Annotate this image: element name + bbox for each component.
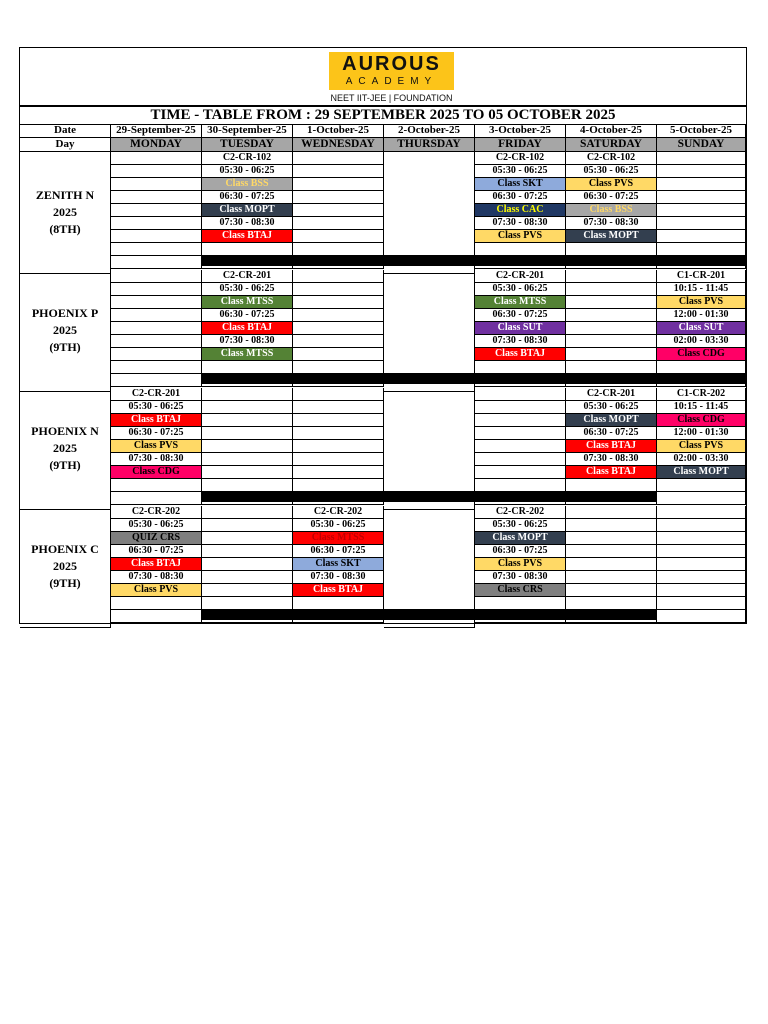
empty-cell <box>475 453 566 466</box>
empty-cell <box>566 506 657 519</box>
empty-cell <box>111 230 202 243</box>
empty-cell <box>657 191 746 204</box>
schedule-cell: Class SUT <box>475 322 566 335</box>
empty-cell <box>202 453 293 466</box>
empty-cell <box>293 401 384 414</box>
day-header: WEDNESDAY <box>293 138 384 152</box>
empty-cell <box>111 152 202 165</box>
schedule-cell: Class PVS <box>657 440 746 453</box>
schedule-cell: C2-CR-201 <box>202 270 293 283</box>
empty-cell <box>293 453 384 466</box>
empty-cell <box>111 374 202 387</box>
empty-cell <box>293 322 384 335</box>
empty-cell <box>657 217 746 230</box>
schedule-cell: 05:30 - 06:25 <box>202 283 293 296</box>
schedule-cell: C2-CR-201 <box>475 270 566 283</box>
schedule-cell: 05:30 - 06:25 <box>475 519 566 532</box>
empty-cell <box>111 322 202 335</box>
schedule-cell: 07:30 - 08:30 <box>566 453 657 466</box>
schedule-cell: 06:30 - 07:25 <box>566 427 657 440</box>
empty-cell <box>566 558 657 571</box>
empty-cell <box>293 204 384 217</box>
schedule-cell: Class PVS <box>111 440 202 453</box>
empty-cell <box>293 427 384 440</box>
schedule-cell: Class MTSS <box>293 532 384 545</box>
empty-cell <box>657 597 746 610</box>
empty-cell <box>202 440 293 453</box>
day-header: MONDAY <box>111 138 202 152</box>
empty-cell <box>202 427 293 440</box>
empty-cell <box>111 361 202 374</box>
schedule-cell: Class SKT <box>293 558 384 571</box>
empty-cell <box>475 401 566 414</box>
empty-cell <box>202 558 293 571</box>
schedule-cell: 06:30 - 07:25 <box>293 545 384 558</box>
schedule-cell: Class BTAJ <box>566 440 657 453</box>
schedule-cell: 05:30 - 06:25 <box>566 165 657 178</box>
empty-cell <box>657 492 746 505</box>
schedule-cell: 12:00 - 01:30 <box>657 427 746 440</box>
empty-cell <box>475 388 566 401</box>
empty-cell <box>657 479 746 492</box>
schedule-cell: 10:15 - 11:45 <box>657 283 746 296</box>
schedule-cell: C2-CR-102 <box>475 152 566 165</box>
schedule-cell: Class MTSS <box>202 296 293 309</box>
schedule-cell: Class CDG <box>657 414 746 427</box>
schedule-cell: Class CDG <box>111 466 202 479</box>
empty-cell <box>293 270 384 283</box>
empty-cell <box>202 388 293 401</box>
schedule-cell: Class SUT <box>657 322 746 335</box>
schedule-cell: Class BTAJ <box>111 414 202 427</box>
empty-cell <box>202 401 293 414</box>
empty-cell <box>475 466 566 479</box>
empty-cell <box>202 584 293 597</box>
empty-cell <box>293 217 384 230</box>
empty-cell <box>657 230 746 243</box>
empty-cell <box>293 152 384 165</box>
separator-bar <box>202 373 746 384</box>
schedule-cell: Class MOPT <box>566 230 657 243</box>
logo-word: AUROUS <box>342 53 441 75</box>
schedule-cell: 05:30 - 06:25 <box>111 519 202 532</box>
empty-cell <box>111 270 202 283</box>
empty-cell <box>202 545 293 558</box>
empty-cell <box>566 296 657 309</box>
day-header: THURSDAY <box>384 138 475 152</box>
date-header: 4-October-25 <box>566 124 657 138</box>
schedule-cell: C2-CR-201 <box>111 388 202 401</box>
day-header: SATURDAY <box>566 138 657 152</box>
schedule-cell: Class PVS <box>475 230 566 243</box>
schedule-cell: Class BTAJ <box>202 322 293 335</box>
batch-name: ZENITH N 2025 (8TH) <box>20 152 111 274</box>
schedule-cell: Class MOPT <box>657 466 746 479</box>
empty-cell <box>657 610 746 623</box>
schedule-cell: QUIZ CRS <box>111 532 202 545</box>
schedule-cell: Class PVS <box>566 178 657 191</box>
empty-cell <box>111 348 202 361</box>
empty-cell <box>111 610 202 623</box>
empty-cell <box>202 519 293 532</box>
date-label: Date <box>20 124 111 138</box>
schedule-cell: 12:00 - 01:30 <box>657 309 746 322</box>
empty-cell <box>657 165 746 178</box>
empty-cell <box>475 427 566 440</box>
empty-cell <box>111 191 202 204</box>
page-title: TIME - TABLE FROM : 29 SEPTEMBER 2025 TO 05 OCTOBER 2025 <box>20 105 746 125</box>
separator-bar <box>202 255 746 266</box>
schedule-cell: 02:00 - 03:30 <box>657 453 746 466</box>
empty-cell <box>566 519 657 532</box>
schedule-cell: 05:30 - 06:25 <box>202 165 293 178</box>
date-header: 2-October-25 <box>384 124 475 138</box>
logo-tagline: NEET IIT-JEE | FOUNDATION <box>330 93 453 103</box>
empty-cell <box>657 532 746 545</box>
schedule-cell: Class BSS <box>566 204 657 217</box>
date-header: 5-October-25 <box>657 124 746 138</box>
schedule-cell: 07:30 - 08:30 <box>566 217 657 230</box>
schedule-cell: 05:30 - 06:25 <box>475 165 566 178</box>
schedule-cell: 07:30 - 08:30 <box>293 571 384 584</box>
schedule-cell: Class MOPT <box>202 204 293 217</box>
empty-cell <box>111 309 202 322</box>
empty-cell <box>202 466 293 479</box>
schedule-cell: 02:00 - 03:30 <box>657 335 746 348</box>
empty-cell <box>111 283 202 296</box>
empty-cell <box>111 243 202 256</box>
schedule-cell: 07:30 - 08:30 <box>475 571 566 584</box>
empty-cell <box>566 322 657 335</box>
empty-cell <box>111 204 202 217</box>
empty-cell <box>293 191 384 204</box>
schedule-cell: Class BTAJ <box>202 230 293 243</box>
schedule-cell: 07:30 - 08:30 <box>202 217 293 230</box>
batch-name: PHOENIX P 2025 (9TH) <box>20 270 111 392</box>
empty-cell <box>293 414 384 427</box>
schedule-cell: 06:30 - 07:25 <box>475 309 566 322</box>
empty-cell <box>566 270 657 283</box>
schedule-cell: 05:30 - 06:25 <box>475 283 566 296</box>
empty-cell <box>657 519 746 532</box>
empty-cell <box>657 545 746 558</box>
timetable-sheet <box>19 47 747 624</box>
empty-cell <box>293 230 384 243</box>
empty-cell <box>566 348 657 361</box>
schedule-cell: 05:30 - 06:25 <box>111 401 202 414</box>
schedule-cell: Class PVS <box>475 558 566 571</box>
empty-cell <box>657 571 746 584</box>
schedule-cell: C2-CR-201 <box>566 388 657 401</box>
empty-cell <box>657 152 746 165</box>
empty-cell <box>657 204 746 217</box>
schedule-cell: Class MOPT <box>566 414 657 427</box>
separator-bar <box>202 491 657 502</box>
empty-cell <box>202 532 293 545</box>
schedule-cell: Class CRS <box>475 584 566 597</box>
empty-cell <box>111 335 202 348</box>
empty-cell <box>293 440 384 453</box>
empty-cell <box>202 414 293 427</box>
date-header: 29-September-25 <box>111 124 202 138</box>
empty-cell <box>657 558 746 571</box>
schedule-cell: Class CDG <box>657 348 746 361</box>
separator-bar <box>202 609 657 620</box>
schedule-cell: 06:30 - 07:25 <box>111 545 202 558</box>
day-header: FRIDAY <box>475 138 566 152</box>
schedule-cell: 07:30 - 08:30 <box>202 335 293 348</box>
empty-cell <box>566 545 657 558</box>
schedule-cell: 06:30 - 07:25 <box>475 191 566 204</box>
empty-cell <box>293 335 384 348</box>
empty-cell <box>202 571 293 584</box>
empty-cell <box>566 335 657 348</box>
empty-cell <box>293 296 384 309</box>
day-label: Day <box>20 138 111 152</box>
logo-subtitle: ACADEMY <box>345 76 438 87</box>
date-header: 1-October-25 <box>293 124 384 138</box>
batch-name: PHOENIX N 2025 (9TH) <box>20 388 111 510</box>
empty-cell <box>111 217 202 230</box>
schedule-cell: Class BTAJ <box>475 348 566 361</box>
empty-cell <box>111 296 202 309</box>
schedule-cell: C2-CR-102 <box>202 152 293 165</box>
empty-cell <box>566 532 657 545</box>
schedule-cell: 06:30 - 07:25 <box>111 427 202 440</box>
schedule-cell: Class PVS <box>111 584 202 597</box>
schedule-cell: 07:30 - 08:30 <box>111 453 202 466</box>
empty-cell <box>566 571 657 584</box>
empty-cell <box>111 256 202 269</box>
schedule-cell: C2-CR-202 <box>111 506 202 519</box>
empty-cell <box>111 165 202 178</box>
schedule-cell: Class BSS <box>202 178 293 191</box>
empty-cell <box>293 466 384 479</box>
schedule-cell: Class BTAJ <box>566 466 657 479</box>
empty-cell <box>111 492 202 505</box>
empty-cell <box>293 309 384 322</box>
schedule-cell: Class CAC <box>475 204 566 217</box>
empty-cell <box>111 597 202 610</box>
schedule-cell: Class MOPT <box>475 532 566 545</box>
schedule-cell: 07:30 - 08:30 <box>475 217 566 230</box>
schedule-cell: 05:30 - 06:25 <box>566 401 657 414</box>
schedule-cell: 06:30 - 07:25 <box>475 545 566 558</box>
empty-cell <box>111 479 202 492</box>
empty-cell <box>657 584 746 597</box>
empty-cell <box>202 506 293 519</box>
schedule-cell: C1-CR-202 <box>657 388 746 401</box>
day-header: SUNDAY <box>657 138 746 152</box>
schedule-cell: 05:30 - 06:25 <box>293 519 384 532</box>
empty-cell <box>475 440 566 453</box>
empty-cell <box>293 178 384 191</box>
schedule-cell: Class BTAJ <box>111 558 202 571</box>
schedule-cell: 06:30 - 07:25 <box>202 191 293 204</box>
schedule-cell: Class SKT <box>475 178 566 191</box>
schedule-cell: Class BTAJ <box>293 584 384 597</box>
empty-cell <box>293 283 384 296</box>
timetable-grid <box>20 48 746 623</box>
schedule-cell: 10:15 - 11:45 <box>657 401 746 414</box>
date-header: 30-September-25 <box>202 124 293 138</box>
schedule-cell: C2-CR-102 <box>566 152 657 165</box>
schedule-cell: Class PVS <box>657 296 746 309</box>
batch-name: PHOENIX C 2025 (9TH) <box>20 506 111 628</box>
schedule-cell: Class MTSS <box>202 348 293 361</box>
empty-cell <box>657 506 746 519</box>
day-header: TUESDAY <box>202 138 293 152</box>
schedule-cell: 07:30 - 08:30 <box>111 571 202 584</box>
schedule-cell: Class MTSS <box>475 296 566 309</box>
empty-cell <box>293 348 384 361</box>
empty-cell <box>293 388 384 401</box>
empty-cell <box>566 309 657 322</box>
empty-cell <box>111 178 202 191</box>
schedule-cell: C2-CR-202 <box>293 506 384 519</box>
empty-cell <box>566 283 657 296</box>
empty-cell <box>566 584 657 597</box>
empty-cell <box>657 178 746 191</box>
schedule-cell: 06:30 - 07:25 <box>202 309 293 322</box>
schedule-cell: 06:30 - 07:25 <box>566 191 657 204</box>
schedule-cell: C2-CR-202 <box>475 506 566 519</box>
schedule-cell: C1-CR-201 <box>657 270 746 283</box>
date-header: 3-October-25 <box>475 124 566 138</box>
empty-cell <box>475 414 566 427</box>
schedule-cell: 07:30 - 08:30 <box>475 335 566 348</box>
empty-cell <box>293 165 384 178</box>
